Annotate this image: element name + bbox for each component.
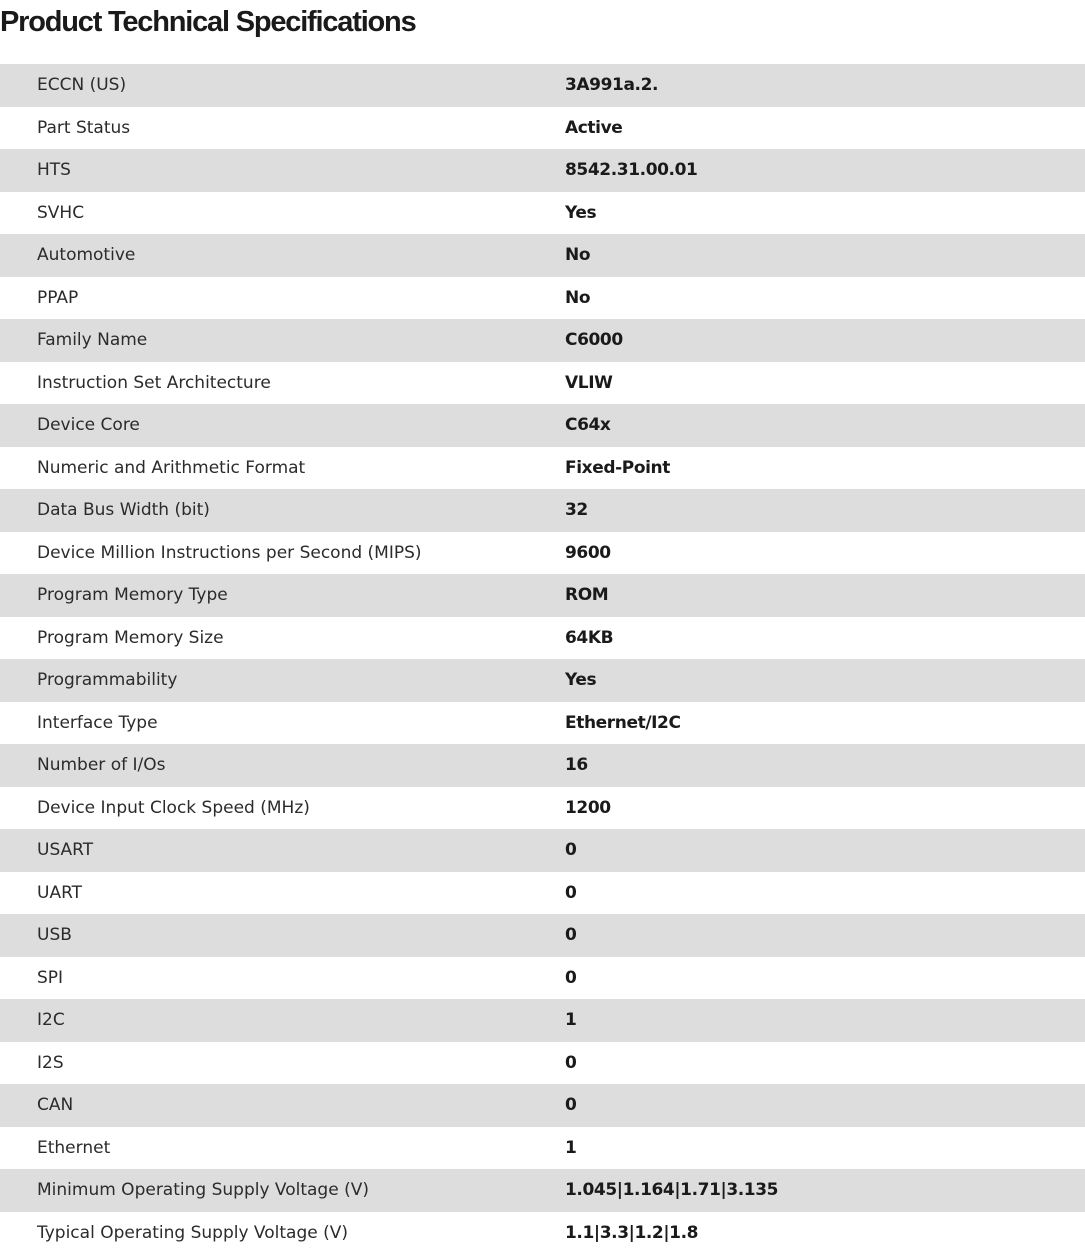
spec-row (0, 319, 1085, 362)
spec-row (0, 149, 1085, 192)
spec-label: CAN (0, 1084, 565, 1127)
spec-value: Fixed-Point (565, 447, 1085, 490)
spec-label: USB (0, 914, 565, 957)
spec-label: Device Core (0, 404, 565, 447)
spec-value: 1 (565, 999, 1085, 1042)
spec-value: 0 (565, 872, 1085, 915)
spec-value: No (565, 234, 1085, 277)
spec-row (0, 1127, 1085, 1170)
spec-label: Instruction Set Architecture (0, 362, 565, 405)
spec-label: SVHC (0, 192, 565, 235)
spec-row (0, 64, 1085, 107)
spec-value: 0 (565, 1042, 1085, 1085)
spec-label: UART (0, 872, 565, 915)
spec-label: ECCN (US) (0, 64, 565, 107)
spec-label: PPAP (0, 277, 565, 320)
spec-value: 1.045|1.164|1.71|3.135 (565, 1169, 1085, 1212)
spec-label: Typical Operating Supply Voltage (V) (0, 1212, 565, 1254)
spec-row (0, 1169, 1085, 1212)
spec-row (0, 744, 1085, 787)
spec-row (0, 914, 1085, 957)
spec-label: Part Status (0, 107, 565, 150)
spec-label: SPI (0, 957, 565, 1000)
spec-row (0, 532, 1085, 575)
spec-row (0, 617, 1085, 660)
spec-row (0, 829, 1085, 872)
spec-row (0, 999, 1085, 1042)
spec-row (0, 447, 1085, 490)
spec-row (0, 659, 1085, 702)
spec-value: 1200 (565, 787, 1085, 830)
spec-label: Automotive (0, 234, 565, 277)
spec-value: Ethernet/I2C (565, 702, 1085, 745)
spec-row (0, 489, 1085, 532)
spec-row (0, 1084, 1085, 1127)
spec-table-body (0, 64, 1085, 1254)
page-title: Product Technical Specifications (0, 0, 416, 44)
spec-label: Interface Type (0, 702, 565, 745)
spec-label: USART (0, 829, 565, 872)
spec-label: I2C (0, 999, 565, 1042)
spec-table (0, 64, 1085, 1254)
spec-row (0, 957, 1085, 1000)
spec-row (0, 107, 1085, 150)
spec-label: Data Bus Width (bit) (0, 489, 565, 532)
spec-row (0, 872, 1085, 915)
spec-value: No (565, 277, 1085, 320)
spec-label: Programmability (0, 659, 565, 702)
spec-label: Family Name (0, 319, 565, 362)
spec-value: Active (565, 107, 1085, 150)
spec-label: Device Million Instructions per Second (MIPS) (0, 532, 565, 575)
spec-label: Program Memory Size (0, 617, 565, 660)
spec-label: Minimum Operating Supply Voltage (V) (0, 1169, 565, 1212)
spec-label: Number of I/Os (0, 744, 565, 787)
spec-value: C64x (565, 404, 1085, 447)
spec-label: HTS (0, 149, 565, 192)
spec-row (0, 277, 1085, 320)
spec-label: Program Memory Type (0, 574, 565, 617)
spec-value: 0 (565, 829, 1085, 872)
spec-label: I2S (0, 1042, 565, 1085)
spec-row (0, 1042, 1085, 1085)
spec-value: 32 (565, 489, 1085, 532)
spec-value: Yes (565, 192, 1085, 235)
spec-value: VLIW (565, 362, 1085, 405)
spec-value: ROM (565, 574, 1085, 617)
spec-value: 0 (565, 957, 1085, 1000)
spec-value: 64KB (565, 617, 1085, 660)
spec-value: 3A991a.2. (565, 64, 1085, 107)
spec-label: Ethernet (0, 1127, 565, 1170)
spec-row (0, 1212, 1085, 1254)
spec-label: Device Input Clock Speed (MHz) (0, 787, 565, 830)
spec-row (0, 362, 1085, 405)
spec-row (0, 702, 1085, 745)
spec-row (0, 404, 1085, 447)
spec-value: C6000 (565, 319, 1085, 362)
spec-value: 8542.31.00.01 (565, 149, 1085, 192)
spec-value: 1 (565, 1127, 1085, 1170)
spec-row (0, 787, 1085, 830)
spec-row (0, 234, 1085, 277)
spec-value: 0 (565, 914, 1085, 957)
spec-value: 1.1|3.3|1.2|1.8 (565, 1212, 1085, 1254)
spec-row (0, 574, 1085, 617)
spec-value: 0 (565, 1084, 1085, 1127)
spec-value: Yes (565, 659, 1085, 702)
spec-row (0, 192, 1085, 235)
spec-value: 9600 (565, 532, 1085, 575)
spec-label: Numeric and Arithmetic Format (0, 447, 565, 490)
spec-value: 16 (565, 744, 1085, 787)
